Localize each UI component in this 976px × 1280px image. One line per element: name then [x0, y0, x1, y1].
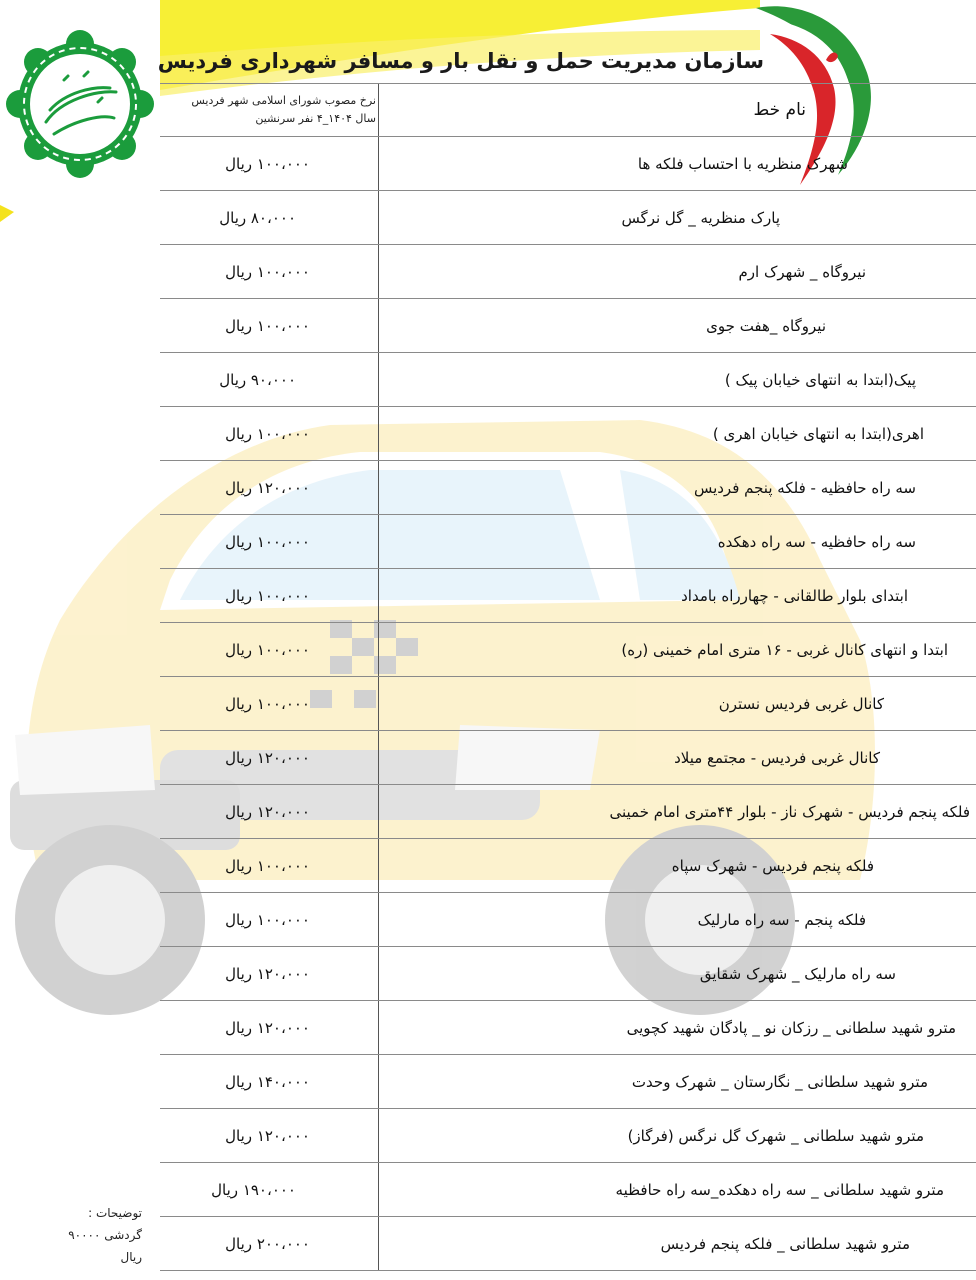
- table-row: [160, 785, 976, 839]
- table-row: [160, 245, 976, 299]
- price-column-header: [160, 84, 379, 137]
- notes-text: گردشی ۹۰۰۰۰ ریال: [68, 1228, 142, 1264]
- table-row: [160, 407, 976, 461]
- fare-price: ۱۰۰،۰۰۰ ریال: [160, 569, 379, 623]
- table-row: [160, 1109, 976, 1163]
- fare-price: ۹۰،۰۰۰ ریال: [160, 353, 379, 407]
- route-name: نیروگاه _هفت جوی: [379, 299, 976, 353]
- yellow-corner-mark: [0, 205, 14, 222]
- notes: [60, 1202, 142, 1268]
- fare-price: ۱۰۰،۰۰۰ ریال: [160, 515, 379, 569]
- fare-price: ۱۲۰،۰۰۰ ریال: [160, 731, 379, 785]
- route-name: نیروگاه _ شهرک ارم: [379, 245, 976, 299]
- fare-price: ۱۰۰،۰۰۰ ریال: [160, 839, 379, 893]
- notes-label: توضیحات :: [88, 1206, 142, 1220]
- table-row: [160, 569, 976, 623]
- route-name: فلکه پنجم فردیس - شهرک ناز - بلوار ۴۴متری امام خمینی: [379, 785, 976, 839]
- table-row: [160, 353, 976, 407]
- route-name: سه راه حافظیه - فلکه پنجم فردیس: [379, 461, 976, 515]
- route-name: سه راه حافظیه - سه راه دهکده: [379, 515, 976, 569]
- route-name: اهری(ابتدا به انتهای خیابان اهری ): [379, 407, 976, 461]
- fare-price: ۱۰۰،۰۰۰ ریال: [160, 245, 379, 299]
- route-name: مترو شهید سلطانی _ نگارستان _ شهرک وحدت: [379, 1055, 976, 1109]
- table-row: [160, 623, 976, 677]
- route-name: مترو شهید سلطانی _ شهرک گل نرگس (فرگاز): [379, 1109, 976, 1163]
- fare-price: ۱۰۰،۰۰۰ ریال: [160, 677, 379, 731]
- price-header-line1: نرخ مصوب شورای اسلامی شهر فردیس: [191, 94, 376, 107]
- fare-price: ۱۴۰،۰۰۰ ریال: [160, 1055, 379, 1109]
- fare-price: ۸۰،۰۰۰ ریال: [160, 191, 379, 245]
- page-title: سازمان مدیریت حمل و نقل بار و مسافر شهرداری فردیس: [157, 49, 764, 73]
- table-header-row: [160, 84, 976, 137]
- table-row: [160, 1055, 976, 1109]
- route-name: کانال غربی فردیس - مجتمع میلاد: [379, 731, 976, 785]
- route-name: مترو شهید سلطانی _ رزکان نو _ پادگان شهید کچویی: [379, 1001, 976, 1055]
- table-row: [160, 299, 976, 353]
- table-row: [160, 1217, 976, 1271]
- fare-price: ۱۲۰،۰۰۰ ریال: [160, 785, 379, 839]
- fare-price: ۲۰۰،۰۰۰ ریال: [160, 1217, 379, 1271]
- fare-price: ۱۰۰،۰۰۰ ریال: [160, 623, 379, 677]
- route-name: فلکه پنجم فردیس - شهرک سپاه: [379, 839, 976, 893]
- table-row: [160, 893, 976, 947]
- fare-price: ۱۰۰،۰۰۰ ریال: [160, 299, 379, 353]
- fare-price: ۱۲۰،۰۰۰ ریال: [160, 947, 379, 1001]
- price-header-line2: سال ۱۴۰۴_۴ نفر سرنشین: [255, 112, 376, 125]
- table-row: [160, 461, 976, 515]
- route-name: مترو شهید سلطانی _ فلکه پنجم فردیس: [379, 1217, 976, 1271]
- route-name: کانال غربی فردیس نسترن: [379, 677, 976, 731]
- route-name: پارک منظریه _ گل نرگس: [379, 191, 976, 245]
- municipality-logo: [6, 30, 154, 178]
- route-name: مترو شهید سلطانی _ سه راه دهکده_سه راه حافظیه: [379, 1163, 976, 1217]
- route-name: شهرک منظریه با احتساب فلکه ها: [379, 137, 976, 191]
- fare-price: ۱۲۰،۰۰۰ ریال: [160, 1001, 379, 1055]
- table-row: [160, 731, 976, 785]
- route-name: سه راه مارلیک _ شهرک شقایق: [379, 947, 976, 1001]
- fare-table: [160, 83, 970, 1271]
- fare-price: ۱۹۰،۰۰۰ ریال: [160, 1163, 379, 1217]
- table-row: [160, 515, 976, 569]
- table-row: [160, 1163, 976, 1217]
- logo-emblem-icon: [6, 30, 154, 178]
- table-row: [160, 839, 976, 893]
- route-name: ابتدا و انتهای کانال غربی - ۱۶ متری امام خمینی (ره): [379, 623, 976, 677]
- route-name: ابتدای بلوار طالقانی - چهارراه بامداد: [379, 569, 976, 623]
- table-row: [160, 191, 976, 245]
- table-row: [160, 137, 976, 191]
- fare-price: ۱۰۰،۰۰۰ ریال: [160, 407, 379, 461]
- fare-price: ۱۰۰،۰۰۰ ریال: [160, 893, 379, 947]
- table-row: [160, 1001, 976, 1055]
- route-column-header: نام خط: [379, 84, 976, 137]
- fare-price: ۱۲۰،۰۰۰ ریال: [160, 461, 379, 515]
- table-row: [160, 677, 976, 731]
- route-name: فلکه پنجم - سه راه مارلیک: [379, 893, 976, 947]
- route-name: پیک(ابتدا به انتهای خیابان پیک ): [379, 353, 976, 407]
- fare-price: ۱۲۰،۰۰۰ ریال: [160, 1109, 379, 1163]
- table-row: [160, 947, 976, 1001]
- fare-price: ۱۰۰،۰۰۰ ریال: [160, 137, 379, 191]
